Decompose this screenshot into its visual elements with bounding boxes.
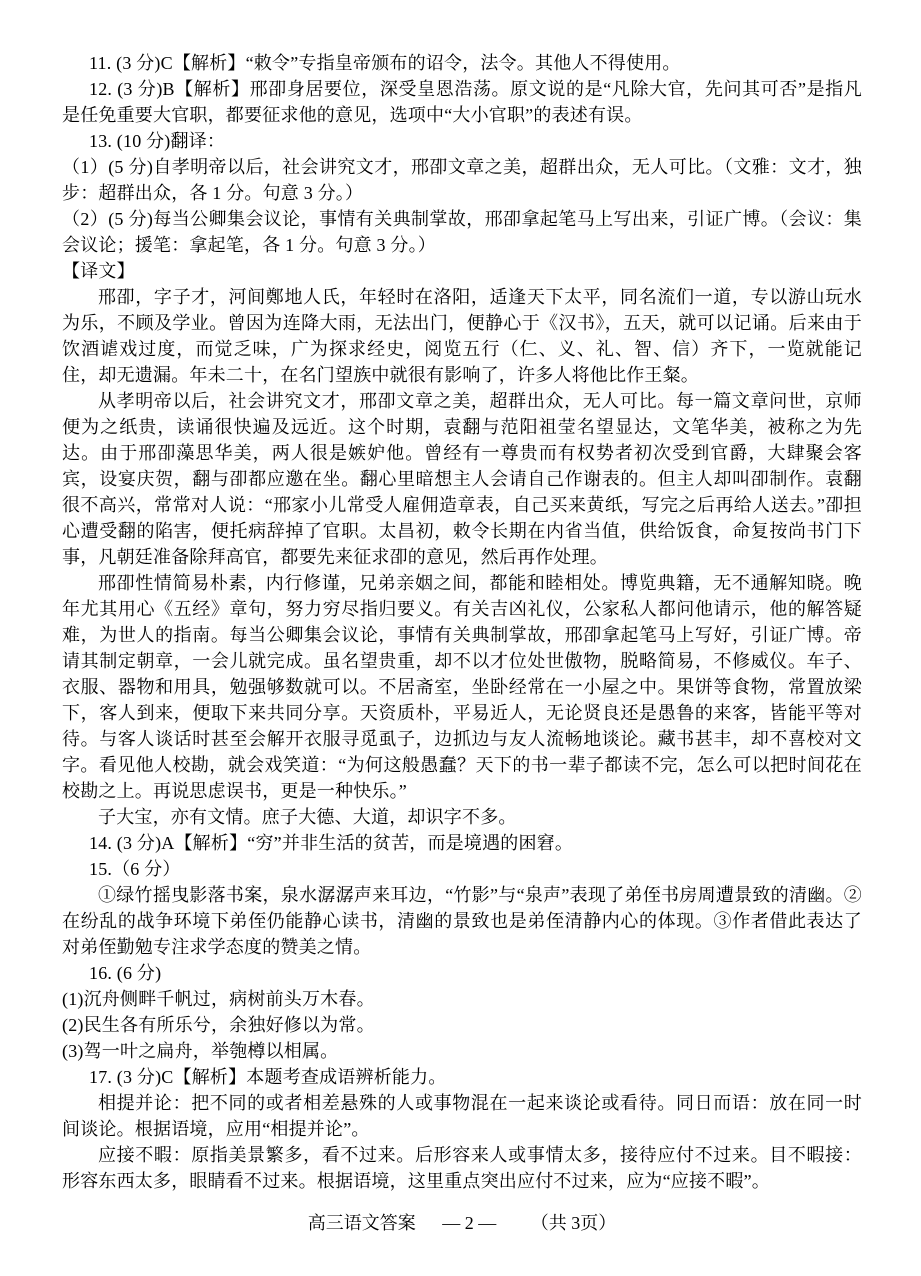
translation-paragraph-3: 邢卲性情简易朴素，内行修谨，兄弟亲姻之间，都能和睦相处。博览典籍，无不通解知晓。晚年尤其用心《五经》章句，努力穷尽指归要义。有关吉凶礼仪，公家私人都问他请示，他的解答疑难，为世人的指南。每当公卿集会议论，事情有关典制掌故，邢卲拿起笔马上写好，引证广博。帝请其制定朝章，一会儿就完成。虽名望贵重，却不以才位处世傲物，脱略简易，不修威仪。车子、衣服、器物和用具，勉强够数就可以。不居斋室，坐卧经常在一小屋之中。果饼等食物，常置放梁下，客人到来，便取下来共同分享。天资质朴，平易近人，无论贤良还是愚鲁的来客，皆能平等对待。与客人谈话时甚至会解开衣服寻觅虱子，边抓边与友人流畅地谈论。藏书甚丰，却不喜校对文字。看见他人校勘，就会戏笑道：“为何这般愚蠢？天下的书一辈子都读不完，怎么可以把时间花在校勘之上。再说思虑误书，更是一种快乐。”	[62, 573, 862, 801]
answer-item-17: 17. (3 分)C【解析】本题考查成语辨析能力。	[89, 1067, 447, 1087]
translation-paragraph-1: 邢卲，字子才，河间鄭地人氏，年轻时在洛阳，适逢天下太平，同名流们一道，专以游山玩水为乐，不顾及学业。曾因为连降大雨，无法出门，便静心于《汉书》，五天，就可以记诵。后来由于饮酒谑戏过度，而觉乏味，广为探求经史，阅览五行（仁、义、礼、智、信）齐下，一览就能记住，却无遗漏。年未二十，在名门望族中就很有影响了，许多人将他比作王粲。	[62, 287, 862, 385]
footer-total-pages: （共 3页）	[530, 1213, 617, 1233]
footer-page-number: — 2 —	[442, 1213, 497, 1233]
answer-sheet-body	[62, 50, 862, 1194]
answer-item-11: 11. (3 分)C【解析】“敕令”专指皇帝颁布的诏令，法令。其他人不得使用。	[89, 53, 681, 73]
recitation-line-1: (1)沉舟侧畔千帆过，病树前头万木春。	[62, 989, 375, 1009]
answer-item-13: 13. (10 分)翻译：	[89, 131, 226, 151]
answer-item-14: 14. (3 分)A【解析】“穷”并非生活的贫苦，而是境遇的困窘。	[89, 833, 574, 853]
answer-item-12: 12. (3 分)B【解析】邢卲身居要位，深受皇恩浩荡。原文说的是“凡除大官，先问其可否”是指凡是任免重要大官职，都要征求他的意见，选项中“大小官职”的表述有误。	[62, 79, 862, 125]
idiom-analysis-1: 相提并论：把不同的或者相差悬殊的人或事物混在一起来谈论或看待。同日而语：放在同一时间谈论。根据语境，应用“相提并论”。	[62, 1093, 862, 1139]
answer-item-15: 15.（6 分）	[89, 859, 181, 879]
answer-item-16: 16. (6 分)	[89, 963, 162, 983]
idiom-analysis-2: 应接不暇：原指美景繁多，看不过来。后形容来人或事情太多，接待应付不过来。目不暇接：形容东西太多，眼睛看不过来。根据语境，这里重点突出应付不过来，应为“应接不暇”。	[62, 1145, 862, 1191]
translation-paragraph-2: 从孝明帝以后，社会讲究文才，邢卲文章之美，超群出众，无人可比。每一篇文章问世，京师便为之纸贵，读诵很快遍及远近。这个时期，袁翻与范阳祖莹名望显达，文笔华美，被称之为先达。由于邢卲藻思华美，两人很是嫉妒他。曾经有一尊贵而有权势者初次受到官爵，大肆聚会客宾，设宴庆贺，翻与卲都应邀在坐。翻心里暗想主人会请自己作谢表的。但主人却叫卲制作。袁翻很不高兴，常常对人说：“邢家小儿常受人雇佣造章表，自己买来黄纸，写完之后再给人送去。”卲担心遭受翻的陷害，便托病辞掉了官职。太昌初，敕令长期在内省当值，供给饭食，命复按尚书门下事，凡朝廷准备除拜高官，都要先来征求卲的意见，然后再作处理。	[62, 391, 862, 567]
footer-document-title: 高三语文答案	[307, 1213, 416, 1233]
recitation-line-3: (3)驾一叶之扁舟，举匏樽以相属。	[62, 1041, 339, 1061]
page-footer	[62, 1210, 862, 1236]
translation-sentence-2: （2）(5 分)每当公卿集会议论，事情有关典制掌故，邢卲拿起笔马上写出来，引证广博。（会议：集会议论；援笔：拿起笔，各 1 分。句意 3 分。）	[62, 209, 862, 255]
translation-paragraph-4: 子大宝，亦有文情。庶子大德、大道，却识字不多。	[98, 807, 517, 827]
recitation-line-2: (2)民生各有所乐兮，余独好修以为常。	[62, 1015, 375, 1035]
translation-header: 【译文】	[62, 261, 135, 281]
translation-sentence-1: （1）(5 分)自孝明帝以后，社会讲究文才，邢卲文章之美，超群出众，无人可比。（文雅：文才，独步：超群出众，各 1 分。句意 3 分。）	[62, 157, 862, 203]
answer-15-analysis: ①绿竹摇曳影落书案，泉水潺潺声来耳边，“竹影”与“泉声”表现了弟侄书房周遭景致的清幽。②在纷乱的战争环境下弟侄仍能静心读书，清幽的景致也是弟侄清静内心的体现。③作者借此表达了对弟侄勤勉专注求学态度的赞美之情。	[62, 885, 862, 957]
